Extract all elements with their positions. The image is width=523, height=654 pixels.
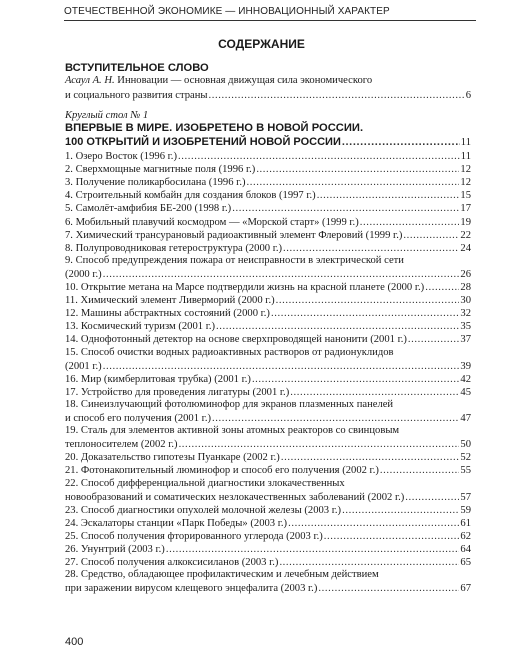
- leader-dots: [408, 333, 459, 346]
- toc-entry[interactable]: [65, 360, 471, 373]
- toc-entry[interactable]: [65, 543, 471, 556]
- toc-page-number: 22: [460, 229, 471, 241]
- toc-entry[interactable]: [65, 438, 471, 451]
- toc-entry[interactable]: [65, 582, 471, 595]
- leader-dots: [290, 386, 459, 399]
- round-table-heading-line2[interactable]: [65, 136, 471, 149]
- toc-entry[interactable]: [65, 150, 471, 163]
- running-header: ОТЕЧЕСТВЕННОЙ ЭКОНОМИКЕ — ИННОВАЦИОННЫЙ ХАРАКТЕР: [64, 6, 390, 17]
- toc-entry[interactable]: [65, 242, 471, 255]
- leader-dots: [425, 281, 459, 294]
- toc-page-number: 47: [460, 413, 471, 424]
- toc-entry-title: 10. Открытие метана на Марсе подтвердили жизнь на красной планете (2000 г.): [65, 282, 425, 293]
- toc-entry[interactable]: [65, 202, 471, 215]
- toc-page-number: 62: [460, 530, 471, 542]
- toc-page-number: 65: [460, 557, 471, 569]
- leader-dots: [212, 412, 459, 425]
- toc-entry-line: 28. Средство, обладающее профилактическим и лечебным действием: [65, 569, 379, 581]
- leader-dots: [342, 504, 459, 517]
- toc-entry-title: 11. Химический элемент Ливерморий (2000 г.): [65, 295, 275, 307]
- intro-title-line1: [65, 75, 372, 86]
- toc-page-number: 32: [460, 308, 471, 320]
- toc-entry-line: 15. Способ очистки водных радиоактивных растворов от радионуклидов: [65, 346, 394, 358]
- leader-dots: [342, 136, 460, 149]
- toc-entry-title: 5. Самолёт-амфибия БЕ-200 (1998 г.): [65, 203, 232, 215]
- toc-page-number: 28: [460, 282, 471, 293]
- toc-entry-title: 7. Химический трансурановый радиоактивный элемент Флеровий (1999 г.): [65, 229, 403, 241]
- leader-dots: [380, 464, 460, 477]
- leader-dots: [179, 438, 460, 451]
- toc-page-number: 55: [460, 465, 471, 477]
- toc-entry-title: и способ его получения (2001 г.): [65, 413, 212, 424]
- toc-entry[interactable]: [65, 451, 471, 464]
- toc-page-number: 39: [460, 360, 471, 372]
- toc-entry-title: (2001 г.): [65, 360, 102, 372]
- toc-entry[interactable]: [65, 229, 471, 242]
- toc-entry-title: при заражении вирусом клещевого энцефалита (2003 г.): [65, 583, 318, 595]
- leader-dots: [166, 543, 460, 556]
- toc-entry[interactable]: [65, 163, 471, 176]
- toc-page-number: 64: [460, 544, 471, 555]
- toc-page-number: 11: [460, 151, 471, 162]
- header-rule: [64, 20, 476, 21]
- toc-entry-title: (2000 г.): [65, 268, 102, 280]
- toc-page-number: 6: [465, 90, 471, 101]
- toc-page-number: 12: [460, 177, 471, 189]
- toc-entry-title: 100 ОТКРЫТИЙ И ИЗОБРЕТЕНИЙ НОВОЙ РОССИИ: [65, 136, 341, 148]
- toc-entry-title: 24. Эскалаторы станции «Парк Победы» (2003 г.): [65, 517, 288, 529]
- toc-title: СОДЕРЖАНИЕ: [218, 37, 305, 51]
- toc-page-number: 59: [460, 504, 471, 516]
- toc-entry-title: 17. Устройство для проведения лигатуры (2001 г.): [65, 386, 290, 398]
- toc-entry-title: новообразований и соматических незлокачественных заболеваний (2002 г.): [65, 491, 405, 503]
- toc-entry-title: 26. Унунтрий (2003 г.): [65, 544, 165, 555]
- leader-dots: [288, 517, 459, 530]
- leader-dots: [178, 150, 460, 163]
- intro-title-line2[interactable]: [65, 89, 471, 102]
- toc-entry-title: и социального развития страны: [65, 90, 208, 101]
- leader-dots: [324, 530, 460, 543]
- toc-entry[interactable]: [65, 530, 471, 543]
- toc-page-number: 45: [460, 386, 471, 398]
- round-table-heading-line1: ВПЕРВЫЕ В МИРЕ. ИЗОБРЕТЕНО В НОВОЙ РОССИИ.: [65, 122, 364, 134]
- round-table-label: Круглый стол № 1: [65, 110, 149, 121]
- toc-entry-line: 9. Способ предупреждения пожара от неисправности в электрической сети: [65, 254, 404, 266]
- leader-dots: [317, 189, 460, 202]
- leader-dots: [279, 556, 459, 569]
- toc-entry[interactable]: [65, 294, 471, 307]
- toc-entry-line: 22. Способ дифференциальной диагностики злокачественных: [65, 477, 345, 489]
- toc-page-number: 57: [460, 491, 471, 503]
- toc-entry-line: 18. Синеизлучающий фотолюминофор для экранов плазменных панелей: [65, 398, 394, 410]
- toc-page-number: 17: [460, 203, 471, 215]
- leader-dots: [103, 268, 460, 281]
- toc-entry[interactable]: [65, 189, 471, 202]
- toc-entry[interactable]: [65, 320, 471, 333]
- leader-dots: [208, 89, 464, 102]
- leader-dots: [360, 216, 460, 229]
- toc-entry-title: 20. Доказательство гипотезы Пуанкаре (2002 г.): [65, 452, 280, 464]
- toc-entry[interactable]: [65, 268, 471, 281]
- toc-entry-title: 21. Фотонакопительный люминофор и способ его получения (2002 г.): [65, 465, 379, 477]
- toc-entry[interactable]: [65, 281, 471, 294]
- toc-entry[interactable]: [65, 333, 471, 346]
- toc-page-number: 37: [460, 334, 471, 346]
- toc-page-number: 30: [460, 295, 471, 307]
- leader-dots: [276, 294, 460, 307]
- toc-entry[interactable]: [65, 307, 471, 320]
- leader-dots: [281, 451, 460, 464]
- toc-page-number: 42: [460, 373, 471, 385]
- leader-dots: [216, 320, 459, 333]
- toc-page-number: 67: [460, 583, 471, 595]
- toc-entry-title: 16. Мир (кимберлитовая трубка) (2001 г.): [65, 373, 251, 385]
- toc-entry-title: 2. Сверхмощные магнитные поля (1996 г.): [65, 164, 256, 176]
- toc-entry[interactable]: [65, 491, 471, 504]
- toc-page-number: 24: [460, 242, 471, 254]
- toc-entry-title: 1. Озеро Восток (1996 г.): [65, 151, 177, 162]
- toc-entry-title: теплоносителем (2002 г.): [65, 439, 178, 451]
- leader-dots: [247, 176, 460, 189]
- toc-page-number: 19: [460, 216, 471, 228]
- toc-entry-title: 8. Полупроводниковая гетероструктура (2000 г.): [65, 242, 283, 254]
- toc-entry-title: 14. Однофотонный детектор на основе сверхпроводящей нанонити (2001 г.): [65, 334, 407, 346]
- toc-entry[interactable]: [65, 517, 471, 530]
- toc-entry[interactable]: [65, 386, 471, 399]
- toc-entry-line: 19. Сталь для элементов активной зоны атомных реакторов со свинцовым: [65, 425, 400, 437]
- toc-page-number: 61: [460, 517, 471, 529]
- toc-page-number: 35: [460, 321, 471, 333]
- toc-entry[interactable]: [65, 556, 471, 569]
- toc-page-number: 15: [460, 190, 471, 202]
- toc-entry[interactable]: [65, 216, 471, 229]
- toc-page-number: 26: [460, 268, 471, 280]
- toc-entry-title: 3. Получение поликарбосилана (1996 г.): [65, 177, 246, 189]
- intro-author: Асаул А. Н.: [65, 75, 115, 86]
- page-number: 400: [65, 636, 84, 648]
- leader-dots: [256, 163, 459, 176]
- toc-entry[interactable]: [65, 176, 471, 189]
- toc-entry-title: 23. Способ диагностики опухолей молочной железы (2003 г.): [65, 504, 342, 516]
- toc-entry[interactable]: [65, 504, 471, 517]
- toc-entry-title: 6. Мобильный плавучий космодром — «Морской старт» (1999 г.): [65, 216, 359, 228]
- toc-entry-title: 13. Космический туризм (2001 г.): [65, 321, 216, 333]
- leader-dots: [232, 202, 459, 215]
- intro-title-text: Инновации — основная движущая сила экономического: [114, 75, 373, 86]
- toc-entry-title: 25. Способ получения фторированного углерода (2003 г.): [65, 530, 323, 542]
- toc-entry-title: 27. Способ получения алкоксисиланов (2003 г.): [65, 557, 279, 569]
- toc-page-number: 52: [460, 452, 471, 464]
- leader-dots: [252, 373, 459, 386]
- leader-dots: [271, 307, 459, 320]
- leader-dots: [103, 360, 460, 373]
- toc-entry[interactable]: [65, 373, 471, 386]
- leader-dots: [283, 242, 459, 255]
- leader-dots: [405, 491, 459, 504]
- toc-entry[interactable]: [65, 464, 471, 477]
- toc-page-number: 50: [460, 439, 471, 451]
- toc-page-number: 12: [460, 164, 471, 176]
- toc-page-number: 11: [460, 137, 471, 148]
- leader-dots: [318, 582, 459, 595]
- toc-entry[interactable]: [65, 412, 471, 425]
- toc-entry-title: 12. Машины абстрактных состояний (2000 г.): [65, 308, 270, 320]
- toc-entry-title: 4. Строительный комбайн для создания блоков (1997 г.): [65, 190, 316, 202]
- intro-heading: ВСТУПИТЕЛЬНОЕ СЛОВО: [65, 62, 209, 74]
- leader-dots: [403, 229, 459, 242]
